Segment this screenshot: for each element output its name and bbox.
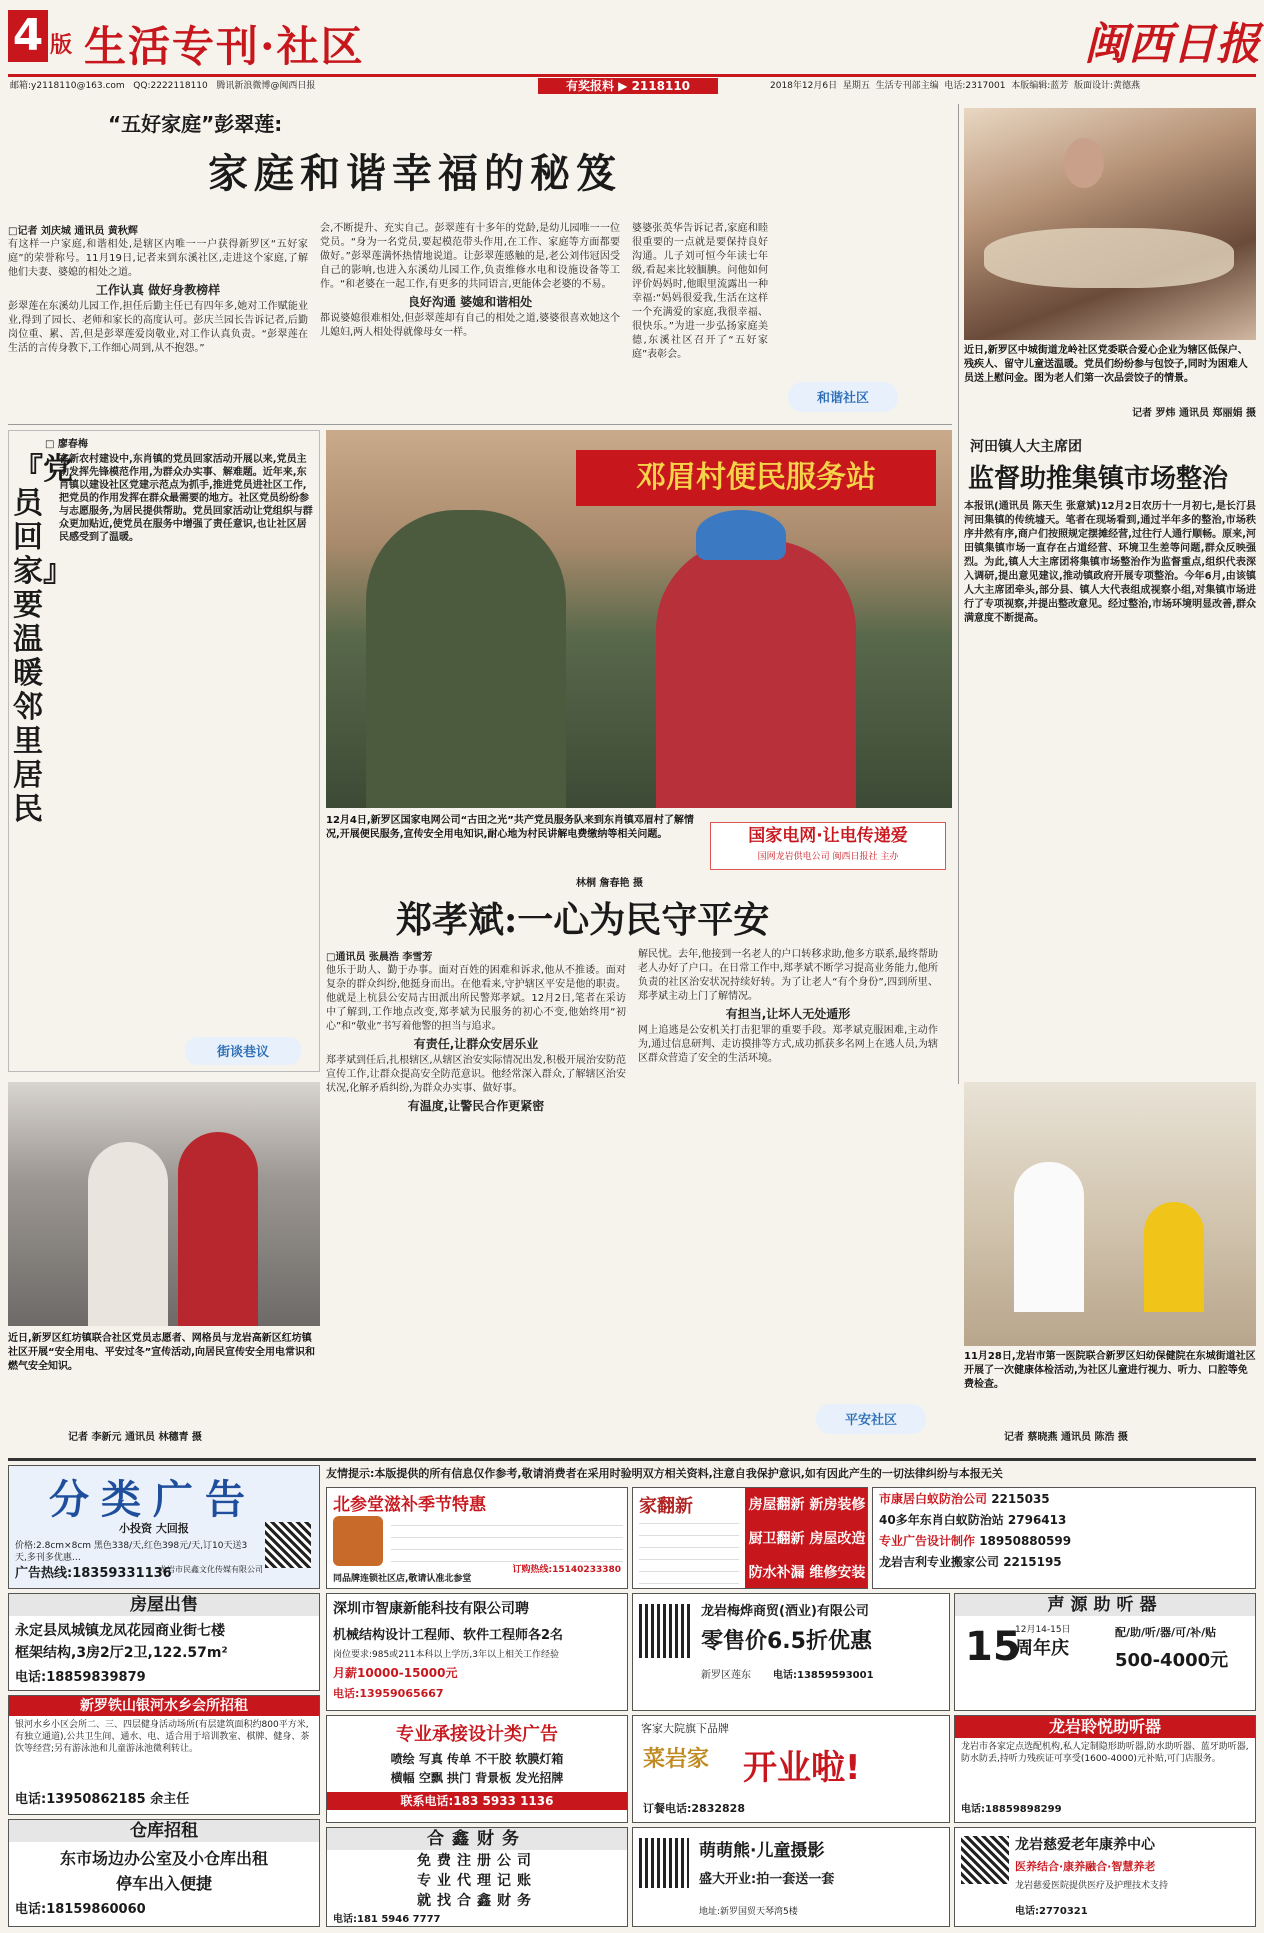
gas-safety-photo xyxy=(8,1082,320,1326)
ad-line: 喷绘 写真 传单 不干胶 软膜灯箱 xyxy=(390,1752,564,1766)
ad-elderly-care xyxy=(954,1827,1256,1927)
ad-title: 萌萌熊·儿童摄影 xyxy=(699,1841,825,1861)
photo-credit: 记者 李新元 通讯员 林穗青 摄 xyxy=(68,1432,202,1443)
newspaper-logo: 闽西日报 xyxy=(1084,19,1260,70)
article-police xyxy=(326,892,952,1452)
ad-pest-control xyxy=(872,1487,1256,1589)
ad-line: 盛大开业:拍一套送一套 xyxy=(699,1872,835,1887)
qq-text: QQ:2222118110 xyxy=(133,81,208,91)
ad-line: 东市场边办公室及小仓库出租 xyxy=(59,1849,268,1868)
divider xyxy=(8,424,952,425)
badge-sub: 国网龙岩供电公司 闽西日报社 主办 xyxy=(757,852,899,862)
service-station-sign: 邓眉村便民服务站 xyxy=(576,450,936,506)
article-col-2: 会,不断提升、充实自己。彭翠莲有十多年的党龄,是幼儿园唯一一位党员。“身为一名党员,要起模范带头作用,在工作、家庭等方面都要做好。”彭翠莲满怀热情地说道。让彭翠莲感触的是,老公刘伟冠因受自己的影响,也进入东溪幼儿园工作,负责维修水电和设施设备等工作。“和老婆在一起工作,有更多的共同语言,更能体会老婆的不易。 良好沟通 婆媳和谐相处 都说婆媳很难相处,但彭翠莲却有自己的相处之道,婆婆很喜欢她这个儿媳妇,两人相处得就像母女一样。 xyxy=(320,223,620,338)
harmony-community-logo: 和谐社区 xyxy=(788,382,898,412)
email-text: 邮箱:y2118110@163.com xyxy=(10,81,125,91)
photo-credit: 记者 罗炜 通讯员 郑丽娟 摄 xyxy=(1132,408,1256,419)
ad-line: 市康居白蚁防治公司 2215035 xyxy=(879,1492,1050,1506)
street-talk-logo: 街谈巷议 xyxy=(185,1037,301,1065)
ad-phone: 电话:13950862185 余主任 xyxy=(15,1792,190,1807)
article-title: 家庭和谐幸福的秘笈 xyxy=(208,150,622,197)
ad-title: 仓库招租 xyxy=(9,1820,319,1842)
ad-liquor xyxy=(632,1593,950,1711)
ad-hearing-aid xyxy=(954,1593,1256,1711)
masthead-rule xyxy=(8,74,1256,77)
article-byline: □记者 刘庆城 通讯员 黄秋辉 xyxy=(8,226,138,237)
ad-line: 永定县凤城镇龙凤花园商业街七楼 xyxy=(15,1623,225,1639)
ad-phone: 订餐电话:2832828 xyxy=(643,1802,745,1815)
photo-credit: 林桐 詹春艳 摄 xyxy=(576,878,643,889)
classified-price: 价格:2.8cm×8cm 黑色338/天,红色398元/天,订10天送3天,多刊多优惠… xyxy=(15,1541,248,1563)
ad-body: 银河水乡小区会所二、三、四层健身活动场所(有层建筑面积约800平方米,有独立通道),公共卫生间、通水、电、适合用于培训教室、棋牌、健身、茶饮等经营;另有游泳池和儿童游泳池微利转让。 xyxy=(15,1720,310,1754)
photo-caption: 12月4日,新罗区国家电网公司“古田之光”共产党员服务队来到东肖镇邓眉村了解情况,开展便民服务,宣传安全用电知识,耐心地为村民讲解电费缴纳等相关问题。 xyxy=(326,815,694,840)
safe-community-logo: 平安社区 xyxy=(816,1404,926,1434)
ad-title: 声源助听器 xyxy=(955,1594,1255,1616)
price-text: 500-4000元 xyxy=(1115,1650,1229,1671)
photo-top-right-block xyxy=(964,108,1256,426)
ad-line: 框架结构,3房2厅2卫,122.57m² xyxy=(15,1645,228,1661)
ad-phone: 电话:18859839879 xyxy=(15,1670,146,1685)
ad-phone: 电话:2770321 xyxy=(1015,1906,1088,1917)
article-col-2: 解民忧。去年,他接到一名老人的户口转移求助,他多方联系,最终帮助老人办好了户口。在日常工作中,郑孝斌不断学习提高业务能力,他所负责的社区治安状况持续好转。为了让老人“有个身份”,四到所里、郑孝斌主动上门了解情况。 有担当,让坏人无处遁形 网上追逃是公安机关打击犯罪的重要手段。郑孝斌克服困难,主动作为,通过信息研判、走访摸排等方式,成功抓获多名网上在逃人员,为辖区群众营造了安全的生活环境。 xyxy=(638,949,938,1064)
article-col-1: 他乐于助人、勤于办事。面对百姓的困难和诉求,他从不推诿。面对复杂的群众纠纷,他挺身而出。在他看来,守护辖区平安是他的职责。他就是上杭县公安局古田派出所民警郑孝斌。12月2日,笔者在采访中了解到,工作地点改变,郑孝斌为民服务的初心不变,他始终用“初心”和“敬业”书写着他警的担当与追求。 有责任,让群众安居乐业 郑孝斌到任后,扎根辖区,从辖区治安实际情况出发,积极开展治安防范宣传工作,让群众提高安全防范意识。他经常深入群众,了解辖区治安状况,化解矛盾纠纷,为群众办实事、做好事。 有温度,让警民合作更紧密 xyxy=(326,965,626,1113)
qr-code-icon xyxy=(265,1522,311,1568)
photo-caption: 近日,新罗区红坊镇联合社区党员志愿者、网格员与龙岩高新区红坊镇社区开展“安全用电、平安过冬”宣传活动,向居民宣传安全用电常识和燃气安全知识。 xyxy=(8,1333,315,1372)
ad-house-sale xyxy=(8,1593,320,1691)
photo-caption: 近日,新罗区中城街道龙岭社区党委联合爱心企业为辖区低保户、残疾人、留守儿童送温暖。党员们纷纷参与包饺子,同时为困难人员送上慰问金。图为老人们第一次品尝饺子的情景。 xyxy=(964,345,1248,384)
ad-hearing-aid-2 xyxy=(954,1715,1256,1823)
classified-hotline: 广告热线:18359331136 xyxy=(15,1566,172,1581)
subhead-1: 有责任,让群众安居乐业 xyxy=(413,1037,539,1051)
hotline-badge: 有奖报料 ▶ 2118110 xyxy=(538,78,718,94)
ad-salary: 月薪10000-15000元 xyxy=(333,1666,458,1680)
ad-finance xyxy=(326,1827,628,1927)
ad-phone: 电话:181 5946 7777 xyxy=(333,1914,441,1925)
vertical-article xyxy=(8,430,320,1072)
section-title: 生活专刊·社区 xyxy=(84,22,365,71)
article-kicker: “五好家庭”彭翠莲: xyxy=(108,112,283,136)
article-title: 郑孝斌:一心为民守平安 xyxy=(396,899,770,941)
ad-line: 龙岩慈爱医院提供医疗及护理技术支持 xyxy=(1015,1881,1169,1891)
ad-footer: 同品牌连锁社区店,敬请认准北参堂 xyxy=(333,1574,472,1584)
ad-classified xyxy=(8,1465,320,1589)
ads-notice: 友情提示:本版提供的所有信息仅作参考,敬请消费者在采用时验明双方相关资料,注意自我保护意识,如有因此产生的一切法律纠纷与本报无关 xyxy=(326,1467,1003,1480)
ad-title: 北参堂滋补季节特惠 xyxy=(333,1495,486,1515)
service-text: 配/助/听/器/可/补/贴 xyxy=(1115,1626,1217,1639)
ad-phone: 订购热线:15140233380 xyxy=(512,1565,621,1575)
ad-brand: 菜岩家 xyxy=(643,1747,710,1772)
vertical-body: 在新农村建设中,东肖镇的党员回家活动开展以来,党员主动发挥先锋模范作用,为群众办实事、解难题。近年来,东肖镇以建设社区党建示范点为抓手,推进党员进社区工作,把党员的作用发挥在群众最需要的地方。社区党员纷纷参与志愿服务,为居民提供帮助。党员回家活动让党组织与群众更加贴近,使党员在服务中增强了责任意识,也让社区居民感受到了温暖。 xyxy=(59,454,313,543)
ad-renovation xyxy=(632,1487,868,1589)
photo-credit: 记者 蔡晓燕 通讯员 陈浩 摄 xyxy=(1004,1432,1128,1443)
ad-title: 专业承接设计类广告 xyxy=(396,1724,558,1745)
subhead-2: 良好沟通 婆媳和谐相处 xyxy=(407,295,533,309)
vertical-title: 『党员回家』要温暖邻里居民 xyxy=(13,452,73,827)
ad-phone: 电话:13959065667 xyxy=(333,1687,444,1700)
wechat-text: 腾讯新浪微博@闽西日报 xyxy=(216,81,316,91)
ad-line: 40多年东肖白蚁防治站 2796413 xyxy=(879,1513,1067,1527)
photo-bottom-left-block xyxy=(8,1082,320,1452)
product-list xyxy=(391,1516,623,1562)
page-number: 4 xyxy=(8,10,48,62)
article-kicker: 河田镇人大主席团 xyxy=(970,439,1082,455)
ad-line: 免费注册公司 xyxy=(417,1853,537,1869)
ad-line: 零售价6.5折优惠 xyxy=(701,1629,872,1654)
vertical-byline: □ 廖春梅 xyxy=(45,439,88,450)
ad-body: 龙岩市各家定点选配机构,私人定制隐形助听器,防水助听器、蓝牙助听器,防水防丢,持听力残疾证可享受(1600-4000)元补贴,可门店服务。 xyxy=(961,1742,1249,1764)
classified-agency: 龙岩市民鑫文化传媒有限公司 xyxy=(159,1565,263,1574)
store-list xyxy=(639,1520,739,1584)
info-bar xyxy=(10,78,1256,94)
state-grid-badge xyxy=(710,822,946,870)
ad-phone: 电话:18159860060 xyxy=(15,1902,146,1917)
photo-bottom-right-block xyxy=(964,1082,1256,1452)
ad-design xyxy=(326,1715,628,1823)
ad-recruitment xyxy=(326,1593,628,1711)
masthead xyxy=(0,0,1264,92)
ad-body: 岗位要求:985或211本科以上学历,3年以上相关工作经验 xyxy=(333,1650,559,1660)
ad-title: 龙岩慈爱老年康养中心 xyxy=(1015,1837,1155,1853)
article-market xyxy=(964,436,1256,1076)
ad-slogan: 开业啦! xyxy=(743,1748,861,1788)
ad-addr: 新罗区莲东 xyxy=(701,1670,751,1681)
ad-line: 停车出入便捷 xyxy=(115,1874,212,1893)
service-list: 房屋翻新 新房装修 厨卫翻新 房屋改造 防水补漏 维修安装 xyxy=(745,1488,868,1589)
dumpling-photo xyxy=(964,108,1256,340)
ad-hall-rent xyxy=(8,1695,320,1815)
article-col-1: 有这样一户家庭,和谐相处,是辖区内唯一一户获得新罗区“五好家庭”的荣誉称号。11月19日,记者来到东溪社区,走进这个家庭,了解他们夫妻、婆媳的相处之道。 工作认真 做好身教榜样 彭翠莲在东溪幼儿园工作,担任后勤主任已有四年多,她对工作赋能业业,得到了园长、老师和家长的高度认可。彭庆兰园长告诉记者,后勤岗位重、累、苦,但是彭翠莲爱岗敬业,对工作认真负责。“彭翠莲在生活的言传身教下,工作细心周到,从不抱怨。” xyxy=(8,239,308,354)
ad-photo-studio xyxy=(632,1827,950,1927)
ad-line: 横幅 空飘 拱门 背景板 发光招牌 xyxy=(390,1771,564,1785)
ad-line: 龙岩吉利专业搬家公司 2215195 xyxy=(879,1555,1062,1569)
qr-code-icon xyxy=(639,1604,693,1658)
subhead-2: 有担当,让坏人无处遁形 xyxy=(725,1007,851,1021)
divider xyxy=(958,104,959,1084)
subhead-1: 工作认真 做好身教榜样 xyxy=(95,283,221,297)
ad-title: 新罗铁山银河水乡会所招租 xyxy=(9,1696,319,1716)
electric-service-photo xyxy=(326,430,952,808)
ad-restaurant xyxy=(632,1715,950,1823)
event-date: 12月14-15日 xyxy=(1015,1625,1071,1635)
anniv-text: 周年庆 xyxy=(1015,1638,1069,1659)
ad-line: 机械结构设计工程师、软件工程师各2名 xyxy=(333,1628,564,1643)
badge-title: 国家电网·让电传递爱 xyxy=(748,826,908,846)
article-title: 监督助推集镇市场整治 xyxy=(968,464,1229,494)
ad-title: 龙岩梅烨商贸(酒业)有限公司 xyxy=(701,1604,869,1619)
ad-brand: 家翻新 xyxy=(639,1496,693,1517)
qr-code-icon xyxy=(639,1838,689,1888)
ad-line: 专业代理记账 xyxy=(417,1873,537,1889)
classified-sub: 小投资 大回报 xyxy=(119,1522,189,1535)
ads-section xyxy=(8,1458,1256,1928)
ad-phone: 电话:13859593001 xyxy=(773,1670,874,1681)
anniv-number: 15 xyxy=(965,1624,1021,1670)
ad-addr: 地址:新罗国贸天琴湾5楼 xyxy=(699,1907,798,1917)
product-icon xyxy=(333,1516,383,1566)
ad-phone: 联系电话:183 5933 1136 xyxy=(327,1792,627,1810)
article-col-3: 婆婆张英华告诉记者,家庭和睦很重要的一点就是要保持良好沟通。儿子刘可恒今年读七年级,看起来比较腼腆。问他如何评价妈妈时,他眼里流露出一种幸福:“妈妈很爱我,生活在这样一个充满爱的家庭,我很幸福、很快乐。”为进一步弘扬家庭美德,东溪社区召开了“五好家庭”表彰会。 xyxy=(632,223,768,360)
ad-line: 就找合鑫财务 xyxy=(417,1893,537,1909)
classified-title: 分类广告 xyxy=(49,1477,257,1523)
ad-title: 合鑫财务 xyxy=(327,1828,627,1850)
photo-caption: 11月28日,龙岩市第一医院联合新罗区妇幼保健院在东城街道社区开展了一次健康体检活动,为社区儿童进行视力、听力、口腔等免费检查。 xyxy=(964,1351,1256,1390)
photo-center-block xyxy=(326,430,952,890)
ad-line: 专业广告设计制作 18950880599 xyxy=(879,1534,1072,1548)
child-checkup-photo xyxy=(964,1082,1256,1346)
ad-phone: 电话:18859898299 xyxy=(961,1804,1062,1815)
ad-line: 医养结合·康养融合·智慧养老 xyxy=(1015,1860,1156,1873)
ad-warehouse xyxy=(8,1819,320,1927)
ad-top: 客家大院旗下品牌 xyxy=(641,1722,729,1735)
subhead-3: 有温度,让警民合作更紧密 xyxy=(407,1099,545,1113)
ad-title: 龙岩聆悦助听器 xyxy=(955,1716,1255,1738)
ad-title: 房屋出售 xyxy=(9,1594,319,1616)
article-byline: □通讯员 张晨浩 李雪芳 xyxy=(326,952,433,963)
article-family xyxy=(8,104,952,420)
issue-info: 2018年12月6日 星期五 生活专刊部主编 电话:2317001 本版编辑:蓝芳 版面设计:黄德燕 xyxy=(770,81,1141,91)
ad-beishen xyxy=(326,1487,628,1589)
ad-title: 深圳市智康新能科技有限公司聘 xyxy=(333,1601,529,1617)
article-body: 本报讯(通讯员 陈天生 张意斌)12月2日农历十一月初七,是长汀县河田集镇的传统墟天。笔者在现场看到,通过半年多的整治,市场秩序井然有序,商户们按照规定摆摊经营,过往行人通行顺畅。原来,河田镇集镇市场一直存在占道经营、环境卫生差等问题,群众反映强烈。为此,镇人大主席团将集镇市场整治作为监督重点,组织代表深入调研,提出意见建议,推动镇政府开展专项整治。今年6月,由该镇人大主席团牵头,部分县、镇人大代表组成视察小组,对集镇市场进行了专项视察,并提出整改意见。经过整治,市场环境明显改善,群众满意度不断提高。 xyxy=(964,501,1256,624)
page-suffix: 版 xyxy=(50,33,73,58)
qr-code-icon xyxy=(961,1836,1009,1884)
